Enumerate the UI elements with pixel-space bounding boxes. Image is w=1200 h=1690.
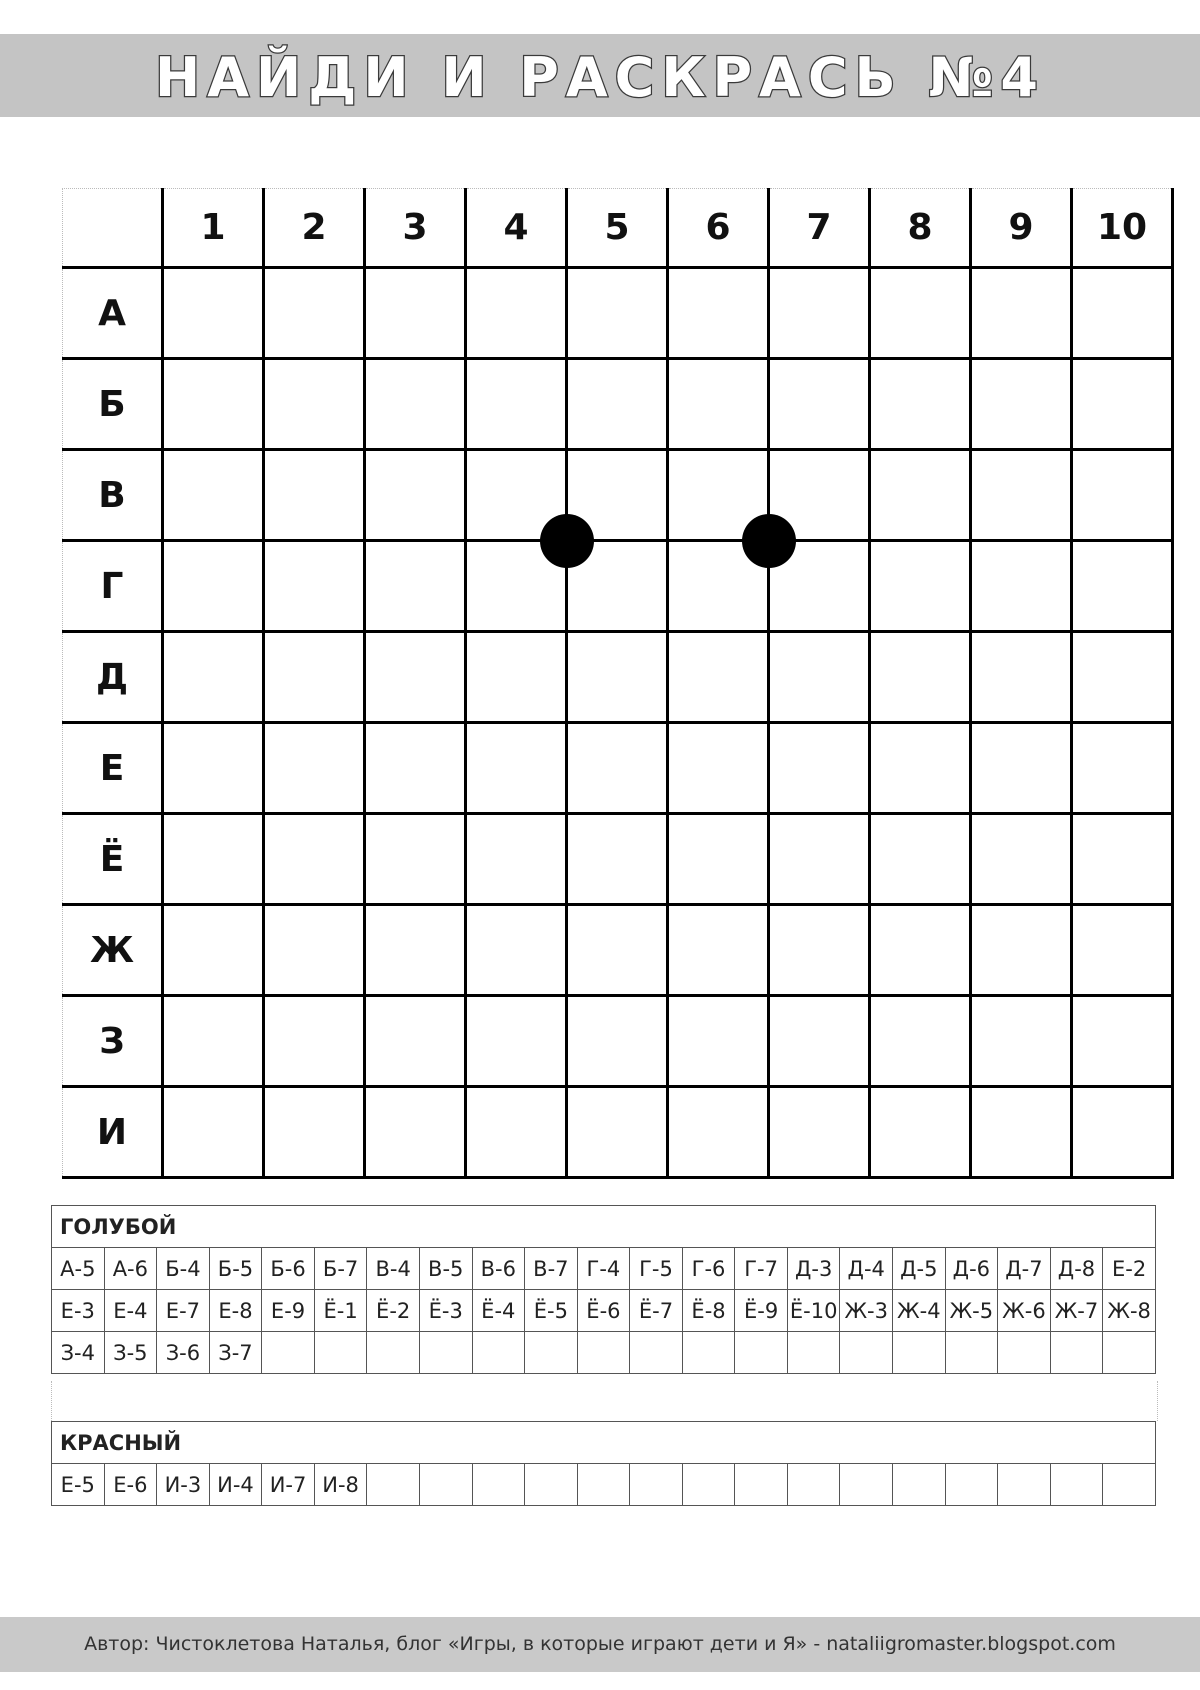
grid-row — [63, 632, 1173, 723]
row-header: З — [63, 996, 163, 1087]
key-cell: А-5 — [52, 1248, 105, 1290]
grid-cell[interactable] — [668, 996, 769, 1087]
key-cell: Е-4 — [104, 1290, 157, 1332]
grid-cell[interactable] — [1072, 268, 1173, 359]
key-cell — [419, 1332, 472, 1374]
key-cell — [682, 1464, 735, 1506]
key-cell: В-5 — [419, 1248, 472, 1290]
grid-cell[interactable] — [1072, 996, 1173, 1087]
grid-cell[interactable] — [567, 996, 668, 1087]
grid-cell[interactable] — [163, 723, 264, 814]
grid-cell[interactable] — [567, 632, 668, 723]
column-header: 8 — [870, 189, 971, 268]
grid-row — [63, 359, 1173, 450]
blue-key-row — [52, 1332, 1156, 1374]
key-cell: Е-7 — [157, 1290, 210, 1332]
grid-cell[interactable] — [365, 268, 466, 359]
key-cell: А-6 — [104, 1248, 157, 1290]
red-key-row — [52, 1464, 1156, 1506]
key-cell: Ё-2 — [367, 1290, 420, 1332]
key-cell: Д-6 — [945, 1248, 998, 1290]
grid-cell[interactable] — [264, 268, 365, 359]
author-credit: Автор: Чистоклетова Наталья, блог «Игры, в которые играют дети и Я» - nataliigromaster.blogspot.com — [84, 1633, 1116, 1655]
grid-cell[interactable] — [264, 723, 365, 814]
grid-cell[interactable] — [870, 359, 971, 450]
key-cell — [735, 1332, 788, 1374]
row-header: И — [63, 1087, 163, 1178]
key-cell: И-7 — [262, 1464, 315, 1506]
grid-cell[interactable] — [769, 996, 870, 1087]
grid-cell[interactable] — [971, 450, 1072, 541]
key-cell — [1050, 1332, 1103, 1374]
grid-cell[interactable] — [971, 1087, 1072, 1178]
grid-row — [63, 450, 1173, 541]
blue-color-key — [51, 1205, 1156, 1374]
key-cell: Ж-6 — [998, 1290, 1051, 1332]
column-header-row — [63, 189, 1173, 268]
key-cell: Ё-5 — [525, 1290, 578, 1332]
grid-cell[interactable] — [163, 450, 264, 541]
key-cell: Б-4 — [157, 1248, 210, 1290]
key-cell: Ж-7 — [1050, 1290, 1103, 1332]
key-cell — [630, 1332, 683, 1374]
grid-cell[interactable] — [668, 814, 769, 905]
dot-marker — [742, 514, 796, 568]
grid-cell[interactable] — [365, 541, 466, 632]
key-cell — [1103, 1332, 1156, 1374]
key-cell: Е-2 — [1103, 1248, 1156, 1290]
grid-cell[interactable] — [163, 268, 264, 359]
grid-cell[interactable] — [163, 814, 264, 905]
grid-cell[interactable] — [365, 996, 466, 1087]
key-cell: Г-7 — [735, 1248, 788, 1290]
grid-cell[interactable] — [668, 359, 769, 450]
key-cell — [893, 1464, 946, 1506]
coordinate-grid — [62, 188, 1174, 1179]
grid-cell[interactable] — [668, 723, 769, 814]
grid-cell[interactable] — [264, 814, 365, 905]
grid-cell[interactable] — [769, 1087, 870, 1178]
key-cell: Е-8 — [209, 1290, 262, 1332]
grid-cell[interactable] — [668, 905, 769, 996]
blue-label: ГОЛУБОЙ — [52, 1206, 1156, 1248]
key-cell: Ё-4 — [472, 1290, 525, 1332]
key-cell: И-3 — [157, 1464, 210, 1506]
grid-cell[interactable] — [365, 359, 466, 450]
key-cell: Г-6 — [682, 1248, 735, 1290]
grid-cell[interactable] — [870, 632, 971, 723]
key-cell — [577, 1332, 630, 1374]
key-cell — [1050, 1464, 1103, 1506]
key-cell: Ё-1 — [314, 1290, 367, 1332]
grid-cell[interactable] — [264, 359, 365, 450]
key-cell — [682, 1332, 735, 1374]
key-cell: Д-3 — [787, 1248, 840, 1290]
grid-cell[interactable] — [870, 814, 971, 905]
grid-cell[interactable] — [466, 905, 567, 996]
grid-cell[interactable] — [769, 632, 870, 723]
grid-cell[interactable] — [163, 359, 264, 450]
grid-cell[interactable] — [870, 1087, 971, 1178]
grid-cell[interactable] — [466, 723, 567, 814]
grid-cell[interactable] — [1072, 541, 1173, 632]
key-cell: И-4 — [209, 1464, 262, 1506]
column-header: 10 — [1072, 189, 1173, 268]
row-header: А — [63, 268, 163, 359]
key-cell — [525, 1332, 578, 1374]
grid-cell[interactable] — [870, 905, 971, 996]
key-cell: Ж-8 — [1103, 1290, 1156, 1332]
grid-cell[interactable] — [870, 723, 971, 814]
grid-cell[interactable] — [466, 996, 567, 1087]
key-cell: Е-6 — [104, 1464, 157, 1506]
key-cell: Б-6 — [262, 1248, 315, 1290]
key-cell — [367, 1464, 420, 1506]
key-cell: Д-7 — [998, 1248, 1051, 1290]
red-label: КРАСНЫЙ — [52, 1422, 1156, 1464]
grid-cell[interactable] — [567, 268, 668, 359]
grid-cell[interactable] — [971, 723, 1072, 814]
column-header: 1 — [163, 189, 264, 268]
column-header: 5 — [567, 189, 668, 268]
key-cell: Ё-9 — [735, 1290, 788, 1332]
grid-cell[interactable] — [567, 359, 668, 450]
grid-cell[interactable] — [466, 359, 567, 450]
key-cell: Е-5 — [52, 1464, 105, 1506]
grid-cell[interactable] — [1072, 723, 1173, 814]
grid-cell[interactable] — [567, 1087, 668, 1178]
grid-cell[interactable] — [365, 450, 466, 541]
grid-cell[interactable] — [1072, 905, 1173, 996]
dot-marker — [540, 514, 594, 568]
grid-cell[interactable] — [163, 541, 264, 632]
key-cell: З-4 — [52, 1332, 105, 1374]
key-cell — [840, 1464, 893, 1506]
key-cell — [945, 1464, 998, 1506]
grid-cell[interactable] — [466, 814, 567, 905]
grid-cell[interactable] — [466, 1087, 567, 1178]
column-header: 4 — [466, 189, 567, 268]
grid-cell[interactable] — [163, 996, 264, 1087]
grid-row — [63, 905, 1173, 996]
grid-cell[interactable] — [264, 905, 365, 996]
grid-cell[interactable] — [1072, 450, 1173, 541]
grid-cell[interactable] — [466, 632, 567, 723]
page-title: НАЙДИ И РАСКРАСЬ №4 — [155, 46, 1045, 109]
key-cell: Ё-6 — [577, 1290, 630, 1332]
key-cell: Ё-3 — [419, 1290, 472, 1332]
key-cell: З-7 — [209, 1332, 262, 1374]
key-cell: Ё-10 — [787, 1290, 840, 1332]
key-cell — [945, 1332, 998, 1374]
grid-cell[interactable] — [971, 814, 1072, 905]
key-spacer — [51, 1381, 1158, 1421]
grid-cell[interactable] — [769, 814, 870, 905]
grid-cell[interactable] — [769, 268, 870, 359]
grid-cell[interactable] — [264, 541, 365, 632]
grid-cell[interactable] — [971, 905, 1072, 996]
grid-cell[interactable] — [567, 723, 668, 814]
key-cell: В-7 — [525, 1248, 578, 1290]
key-cell: В-4 — [367, 1248, 420, 1290]
grid-cell[interactable] — [567, 905, 668, 996]
key-cell: З-6 — [157, 1332, 210, 1374]
grid-cell[interactable] — [1072, 814, 1173, 905]
key-cell: Ж-3 — [840, 1290, 893, 1332]
blue-key-row — [52, 1290, 1156, 1332]
grid-cell[interactable] — [971, 996, 1072, 1087]
row-header: Г — [63, 541, 163, 632]
key-cell — [1103, 1464, 1156, 1506]
grid-cell[interactable] — [1072, 1087, 1173, 1178]
grid-cell[interactable] — [365, 632, 466, 723]
grid-cell[interactable] — [870, 268, 971, 359]
grid-cell[interactable] — [769, 723, 870, 814]
key-cell: И-8 — [314, 1464, 367, 1506]
key-cell: Д-5 — [893, 1248, 946, 1290]
key-cell: Ё-8 — [682, 1290, 735, 1332]
grid-row — [63, 814, 1173, 905]
key-cell — [787, 1332, 840, 1374]
row-header: В — [63, 450, 163, 541]
grid-cell[interactable] — [163, 1087, 264, 1178]
key-cell — [840, 1332, 893, 1374]
grid-cell[interactable] — [668, 632, 769, 723]
key-cell: Г-5 — [630, 1248, 683, 1290]
row-header: Б — [63, 359, 163, 450]
key-cell — [314, 1332, 367, 1374]
grid-cell[interactable] — [163, 632, 264, 723]
grid-cell[interactable] — [365, 1087, 466, 1178]
key-cell — [577, 1464, 630, 1506]
key-cell: З-5 — [104, 1332, 157, 1374]
grid-cell[interactable] — [163, 905, 264, 996]
grid-cell[interactable] — [870, 996, 971, 1087]
row-header: Е — [63, 723, 163, 814]
grid-row — [63, 1087, 1173, 1178]
key-cell — [525, 1464, 578, 1506]
key-cell: Д-4 — [840, 1248, 893, 1290]
grid-cell[interactable] — [971, 268, 1072, 359]
column-header: 9 — [971, 189, 1072, 268]
red-color-key — [51, 1421, 1156, 1506]
grid-cell[interactable] — [668, 1087, 769, 1178]
grid-row — [63, 268, 1173, 359]
row-header: Ж — [63, 905, 163, 996]
row-header: Ё — [63, 814, 163, 905]
grid-cell[interactable] — [668, 268, 769, 359]
key-cell: Б-5 — [209, 1248, 262, 1290]
key-cell — [419, 1464, 472, 1506]
key-cell — [472, 1464, 525, 1506]
grid-cell[interactable] — [769, 905, 870, 996]
title-graphic — [0, 34, 1200, 117]
key-cell: Ж-5 — [945, 1290, 998, 1332]
key-cell: Е-9 — [262, 1290, 315, 1332]
key-cell: Г-4 — [577, 1248, 630, 1290]
grid-cell[interactable] — [365, 723, 466, 814]
key-cell — [472, 1332, 525, 1374]
grid-cell[interactable] — [971, 541, 1072, 632]
key-cell — [630, 1464, 683, 1506]
key-cell: Е-3 — [52, 1290, 105, 1332]
grid-cell[interactable] — [971, 632, 1072, 723]
grid-cell[interactable] — [264, 450, 365, 541]
grid-cell[interactable] — [1072, 632, 1173, 723]
grid-cell[interactable] — [264, 996, 365, 1087]
key-cell — [787, 1464, 840, 1506]
grid-cell[interactable] — [466, 268, 567, 359]
grid-row — [63, 541, 1173, 632]
grid-cell[interactable] — [365, 814, 466, 905]
key-cell — [367, 1332, 420, 1374]
key-cell — [262, 1332, 315, 1374]
key-cell: В-6 — [472, 1248, 525, 1290]
key-cell — [998, 1464, 1051, 1506]
key-cell: Б-7 — [314, 1248, 367, 1290]
grid-cell[interactable] — [870, 541, 971, 632]
key-cell: Ж-4 — [893, 1290, 946, 1332]
grid-cell[interactable] — [971, 359, 1072, 450]
key-cell: Ё-7 — [630, 1290, 683, 1332]
grid-cell[interactable] — [769, 359, 870, 450]
grid-cell[interactable] — [264, 632, 365, 723]
key-cell — [893, 1332, 946, 1374]
column-header: 3 — [365, 189, 466, 268]
row-header: Д — [63, 632, 163, 723]
grid-row — [63, 723, 1173, 814]
grid-cell[interactable] — [870, 450, 971, 541]
grid-corner — [63, 189, 163, 268]
grid-row — [63, 996, 1173, 1087]
column-header: 2 — [264, 189, 365, 268]
key-cell: Д-8 — [1050, 1248, 1103, 1290]
grid-cell[interactable] — [567, 814, 668, 905]
column-header: 6 — [668, 189, 769, 268]
grid-cell[interactable] — [1072, 359, 1173, 450]
grid-cell[interactable] — [365, 905, 466, 996]
column-header: 7 — [769, 189, 870, 268]
key-cell — [735, 1464, 788, 1506]
grid-cell[interactable] — [264, 1087, 365, 1178]
blue-key-row — [52, 1248, 1156, 1290]
key-cell — [998, 1332, 1051, 1374]
